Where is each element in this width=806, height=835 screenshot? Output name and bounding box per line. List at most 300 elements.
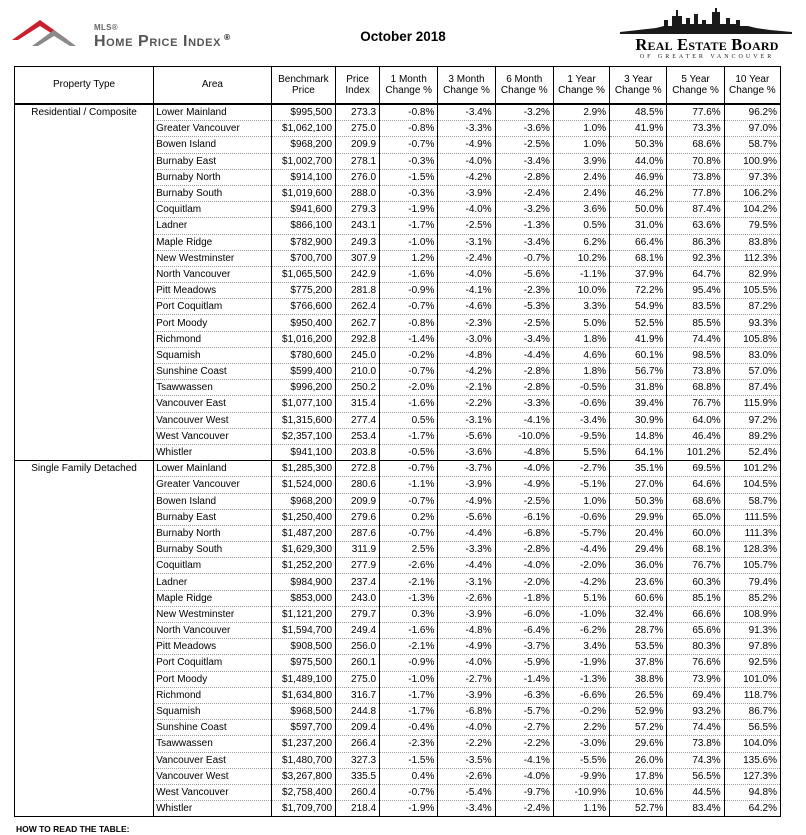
change-cell: 104.2% [724, 202, 780, 218]
change-cell: -3.9% [438, 477, 495, 493]
change-cell: -2.5% [495, 137, 553, 153]
change-cell: 3.6% [553, 202, 609, 218]
change-cell: -3.9% [438, 687, 495, 703]
change-cell: -0.3% [380, 185, 438, 201]
change-cell: 87.4% [724, 380, 780, 396]
change-cell: -3.5% [438, 752, 495, 768]
change-cell: -4.4% [438, 558, 495, 574]
change-cell: 104.0% [724, 736, 780, 752]
change-cell: 5.5% [553, 444, 609, 460]
area-cell: Bowen Island [154, 137, 272, 153]
benchmark-price-cell: $995,500 [271, 104, 335, 121]
change-cell: -5.6% [438, 428, 495, 444]
price-index-cell: 256.0 [336, 639, 380, 655]
area-cell: Richmond [154, 687, 272, 703]
change-cell: -2.6% [438, 768, 495, 784]
column-header: 1 Month Change % [380, 67, 438, 105]
change-cell: 89.2% [724, 428, 780, 444]
benchmark-price-cell: $853,000 [271, 590, 335, 606]
change-cell: 101.2% [667, 444, 724, 460]
change-cell: 0.4% [380, 768, 438, 784]
price-index-cell: 249.3 [336, 234, 380, 250]
real-estate-board-logo [612, 6, 802, 66]
change-cell: -2.1% [438, 380, 495, 396]
change-cell: -2.3% [495, 283, 553, 299]
change-cell: -2.2% [495, 736, 553, 752]
change-cell: -4.4% [438, 525, 495, 541]
change-cell: 1.0% [553, 121, 609, 137]
board-name: Real Estate Board [635, 35, 779, 54]
benchmark-price-cell: $1,480,700 [271, 752, 335, 768]
change-cell: -4.0% [495, 768, 553, 784]
change-cell: 30.9% [610, 412, 667, 428]
change-cell: 1.0% [553, 493, 609, 509]
area-cell: North Vancouver [154, 266, 272, 282]
price-index-cell: 281.8 [336, 283, 380, 299]
price-index-cell: 327.3 [336, 752, 380, 768]
change-cell: -3.9% [438, 185, 495, 201]
change-cell: 10.6% [610, 784, 667, 800]
change-cell: 96.2% [724, 104, 780, 121]
change-cell: 5.1% [553, 590, 609, 606]
benchmark-price-cell: $1,252,200 [271, 558, 335, 574]
change-cell: 105.7% [724, 558, 780, 574]
change-cell: -4.4% [495, 347, 553, 363]
area-cell: Vancouver East [154, 396, 272, 412]
change-cell: -1.0% [553, 606, 609, 622]
change-cell: 50.3% [610, 137, 667, 153]
change-cell: 54.9% [610, 299, 667, 315]
change-cell: 26.5% [610, 687, 667, 703]
change-cell: -2.4% [495, 185, 553, 201]
change-cell: -2.3% [380, 736, 438, 752]
area-cell: Pitt Meadows [154, 639, 272, 655]
benchmark-price-cell: $984,900 [271, 574, 335, 590]
table-row [15, 104, 781, 121]
change-cell: 83.5% [667, 299, 724, 315]
change-cell: 111.3% [724, 525, 780, 541]
change-cell: 83.0% [724, 347, 780, 363]
price-index-cell: 279.6 [336, 509, 380, 525]
change-cell: -4.1% [438, 283, 495, 299]
benchmark-price-cell: $968,500 [271, 703, 335, 719]
benchmark-price-cell: $1,489,100 [271, 671, 335, 687]
price-index-cell: 243.1 [336, 218, 380, 234]
change-cell: 135.6% [724, 752, 780, 768]
benchmark-price-cell: $1,016,200 [271, 331, 335, 347]
change-cell: 5.0% [553, 315, 609, 331]
benchmark-price-cell: $1,634,800 [271, 687, 335, 703]
change-cell: 72.2% [610, 283, 667, 299]
area-cell: Burnaby East [154, 153, 272, 169]
change-cell: 91.3% [724, 623, 780, 639]
change-cell: -2.6% [380, 558, 438, 574]
area-cell: Ladner [154, 574, 272, 590]
change-cell: -4.9% [438, 639, 495, 655]
change-cell: -2.1% [380, 574, 438, 590]
board-subtitle: OF GREATER VANCOUVER [639, 54, 775, 60]
price-index-cell: 209.9 [336, 493, 380, 509]
change-cell: -5.9% [495, 655, 553, 671]
change-cell: 0.2% [380, 509, 438, 525]
change-cell: 60.3% [667, 574, 724, 590]
change-cell: -2.8% [495, 169, 553, 185]
change-cell: -1.6% [380, 266, 438, 282]
column-header: Property Type [15, 67, 154, 105]
change-cell: 37.8% [610, 655, 667, 671]
area-cell: New Westminster [154, 606, 272, 622]
price-index-cell: 253.4 [336, 428, 380, 444]
header-row [15, 67, 781, 105]
change-cell: -3.9% [438, 606, 495, 622]
change-cell: -4.6% [438, 299, 495, 315]
change-cell: 97.8% [724, 639, 780, 655]
price-index-cell: 203.8 [336, 444, 380, 460]
change-cell: -1.7% [380, 428, 438, 444]
change-cell: -5.5% [553, 752, 609, 768]
benchmark-price-cell: $2,758,400 [271, 784, 335, 800]
area-cell: Bowen Island [154, 493, 272, 509]
area-cell: Vancouver West [154, 412, 272, 428]
benchmark-price-cell: $950,400 [271, 315, 335, 331]
price-index-cell: 279.3 [336, 202, 380, 218]
price-index-cell: 209.9 [336, 137, 380, 153]
change-cell: 41.9% [610, 331, 667, 347]
change-cell: -0.2% [380, 347, 438, 363]
area-cell: Sunshine Coast [154, 720, 272, 736]
change-cell: -3.1% [438, 412, 495, 428]
change-cell: -1.1% [380, 477, 438, 493]
change-cell: 87.2% [724, 299, 780, 315]
change-cell: -3.4% [495, 331, 553, 347]
area-cell: Lower Mainland [154, 104, 272, 121]
benchmark-price-cell: $1,487,200 [271, 525, 335, 541]
area-cell: Whistler [154, 444, 272, 460]
price-index-cell: 316.7 [336, 687, 380, 703]
property-type-cell: Residential / Composite [15, 104, 154, 461]
change-cell: 66.6% [667, 606, 724, 622]
change-cell: -3.6% [495, 121, 553, 137]
change-cell: 35.1% [610, 461, 667, 477]
change-cell: 95.4% [667, 283, 724, 299]
benchmark-price-cell: $941,600 [271, 202, 335, 218]
area-cell: Burnaby South [154, 542, 272, 558]
change-cell: -2.0% [380, 380, 438, 396]
price-index-cell: 287.6 [336, 525, 380, 541]
change-cell: -2.5% [438, 218, 495, 234]
change-cell: 86.3% [667, 234, 724, 250]
change-cell: -1.6% [380, 396, 438, 412]
area-cell: West Vancouver [154, 784, 272, 800]
table-header [15, 67, 781, 105]
change-cell: -4.0% [495, 461, 553, 477]
change-cell: 69.5% [667, 461, 724, 477]
column-header: Price Index [336, 67, 380, 105]
change-cell: 65.6% [667, 623, 724, 639]
change-cell: -1.1% [553, 266, 609, 282]
change-cell: 64.2% [724, 801, 780, 817]
change-cell: 1.0% [553, 137, 609, 153]
change-cell: -3.2% [495, 202, 553, 218]
price-index-cell: 249.4 [336, 623, 380, 639]
change-cell: 74.4% [667, 720, 724, 736]
change-cell: -4.8% [438, 347, 495, 363]
change-cell: -1.9% [553, 655, 609, 671]
price-index-cell: 275.0 [336, 671, 380, 687]
change-cell: 73.8% [667, 736, 724, 752]
change-cell: -4.0% [438, 266, 495, 282]
price-index-cell: 288.0 [336, 185, 380, 201]
area-cell: North Vancouver [154, 623, 272, 639]
change-cell: -4.1% [495, 752, 553, 768]
change-cell: -6.8% [495, 525, 553, 541]
home-price-index-title: Home Price Index [94, 33, 222, 50]
change-cell: 29.9% [610, 509, 667, 525]
change-cell: 73.8% [667, 169, 724, 185]
change-cell: 128.3% [724, 542, 780, 558]
change-cell: -0.4% [380, 720, 438, 736]
area-cell: Lower Mainland [154, 461, 272, 477]
price-index-cell: 315.4 [336, 396, 380, 412]
change-cell: -2.5% [495, 315, 553, 331]
change-cell: 79.4% [724, 574, 780, 590]
change-cell: 68.6% [667, 137, 724, 153]
change-cell: 63.6% [667, 218, 724, 234]
change-cell: -5.3% [495, 299, 553, 315]
change-cell: 64.6% [667, 477, 724, 493]
change-cell: -4.9% [495, 477, 553, 493]
change-cell: 44.5% [667, 784, 724, 800]
benchmark-price-cell: $1,629,300 [271, 542, 335, 558]
change-cell: 74.3% [667, 752, 724, 768]
change-cell: 41.9% [610, 121, 667, 137]
benchmark-price-cell: $1,709,700 [271, 801, 335, 817]
area-cell: Port Moody [154, 315, 272, 331]
price-index-cell: 278.1 [336, 153, 380, 169]
price-index-cell: 311.9 [336, 542, 380, 558]
change-cell: 82.9% [724, 266, 780, 282]
change-cell: 112.3% [724, 250, 780, 266]
benchmark-price-cell: $975,500 [271, 655, 335, 671]
area-cell: Maple Ridge [154, 234, 272, 250]
change-cell: 4.6% [553, 347, 609, 363]
change-cell: 104.5% [724, 477, 780, 493]
column-header: 5 Year Change % [667, 67, 724, 105]
change-cell: 0.5% [553, 218, 609, 234]
change-cell: 86.7% [724, 703, 780, 719]
change-cell: 97.0% [724, 121, 780, 137]
change-cell: -2.7% [438, 671, 495, 687]
change-cell: -1.3% [553, 671, 609, 687]
change-cell: -1.8% [495, 590, 553, 606]
change-cell: -2.0% [553, 558, 609, 574]
benchmark-price-cell: $775,200 [271, 283, 335, 299]
change-cell: 50.0% [610, 202, 667, 218]
price-index-cell: 277.9 [336, 558, 380, 574]
change-cell: -0.5% [380, 444, 438, 460]
change-cell: 29.6% [610, 736, 667, 752]
change-cell: 106.2% [724, 185, 780, 201]
benchmark-price-cell: $1,077,100 [271, 396, 335, 412]
change-cell: -0.7% [380, 137, 438, 153]
change-cell: -4.1% [495, 412, 553, 428]
change-cell: 76.7% [667, 396, 724, 412]
change-cell: -3.7% [438, 461, 495, 477]
change-cell: 87.4% [667, 202, 724, 218]
price-index-cell: 307.9 [336, 250, 380, 266]
change-cell: 68.1% [610, 250, 667, 266]
area-cell: Burnaby North [154, 525, 272, 541]
change-cell: 69.4% [667, 687, 724, 703]
change-cell: 52.7% [610, 801, 667, 817]
change-cell: -0.7% [380, 493, 438, 509]
change-cell: 50.3% [610, 493, 667, 509]
change-cell: -0.2% [553, 703, 609, 719]
change-cell: -4.0% [438, 153, 495, 169]
change-cell: -5.6% [495, 266, 553, 282]
benchmark-price-cell: $908,500 [271, 639, 335, 655]
benchmark-price-cell: $1,594,700 [271, 623, 335, 639]
change-cell: 76.7% [667, 558, 724, 574]
change-cell: 32.4% [610, 606, 667, 622]
change-cell: -3.1% [438, 574, 495, 590]
benchmark-price-cell: $996,200 [271, 380, 335, 396]
change-cell: -2.4% [438, 250, 495, 266]
change-cell: -0.9% [380, 655, 438, 671]
change-cell: 31.8% [610, 380, 667, 396]
change-cell: -1.3% [380, 590, 438, 606]
change-cell: -1.7% [380, 218, 438, 234]
change-cell: 118.7% [724, 687, 780, 703]
change-cell: -4.4% [553, 542, 609, 558]
change-cell: -2.5% [495, 493, 553, 509]
change-cell: 26.0% [610, 752, 667, 768]
mls-label: MLS® [94, 23, 118, 32]
change-cell: 60.0% [667, 525, 724, 541]
change-cell: -1.6% [380, 623, 438, 639]
change-cell: 46.9% [610, 169, 667, 185]
change-cell: -0.8% [380, 315, 438, 331]
change-cell: -4.0% [438, 202, 495, 218]
price-index-cell: 260.1 [336, 655, 380, 671]
change-cell: 83.8% [724, 234, 780, 250]
change-cell: 56.7% [610, 364, 667, 380]
change-cell: -3.4% [438, 801, 495, 817]
change-cell: 60.1% [610, 347, 667, 363]
change-cell: -4.0% [438, 720, 495, 736]
area-cell: Burnaby North [154, 169, 272, 185]
change-cell: -3.1% [438, 234, 495, 250]
benchmark-price-cell: $968,200 [271, 137, 335, 153]
change-cell: 105.5% [724, 283, 780, 299]
area-cell: Whistler [154, 801, 272, 817]
change-cell: 23.6% [610, 574, 667, 590]
change-cell: 52.5% [610, 315, 667, 331]
price-index-cell: 272.8 [336, 461, 380, 477]
change-cell: 27.0% [610, 477, 667, 493]
change-cell: 70.8% [667, 153, 724, 169]
change-cell: -3.4% [495, 234, 553, 250]
change-cell: 101.2% [724, 461, 780, 477]
change-cell: 97.3% [724, 169, 780, 185]
change-cell: -3.4% [553, 412, 609, 428]
price-index-cell: 279.7 [336, 606, 380, 622]
benchmark-price-table [14, 66, 781, 817]
change-cell: -9.9% [553, 768, 609, 784]
change-cell: 111.5% [724, 509, 780, 525]
change-cell: -1.9% [380, 801, 438, 817]
benchmark-price-cell: $1,002,700 [271, 153, 335, 169]
change-cell: -1.7% [380, 687, 438, 703]
change-cell: -2.0% [495, 574, 553, 590]
change-cell: 28.7% [610, 623, 667, 639]
change-cell: -0.7% [380, 461, 438, 477]
benchmark-price-cell: $597,700 [271, 720, 335, 736]
change-cell: 73.3% [667, 121, 724, 137]
how-to-read-heading: HOW TO READ THE TABLE: [16, 824, 130, 834]
change-cell: -1.5% [380, 169, 438, 185]
change-cell: -2.4% [495, 801, 553, 817]
change-cell: 64.0% [667, 412, 724, 428]
change-cell: -3.3% [438, 542, 495, 558]
price-index-cell: 245.0 [336, 347, 380, 363]
change-cell: 68.1% [667, 542, 724, 558]
change-cell: -5.1% [553, 477, 609, 493]
area-cell: West Vancouver [154, 428, 272, 444]
change-cell: 14.8% [610, 428, 667, 444]
column-header: 3 Month Change % [438, 67, 495, 105]
change-cell: 20.4% [610, 525, 667, 541]
change-cell: 3.3% [553, 299, 609, 315]
change-cell: 85.2% [724, 590, 780, 606]
change-cell: 73.8% [667, 364, 724, 380]
change-cell: -0.7% [380, 364, 438, 380]
change-cell: 31.0% [610, 218, 667, 234]
change-cell: 93.2% [667, 703, 724, 719]
change-cell: -6.8% [438, 703, 495, 719]
change-cell: 1.1% [553, 801, 609, 817]
column-header: 10 Year Change % [724, 67, 780, 105]
price-index-cell: 292.8 [336, 331, 380, 347]
change-cell: -3.0% [438, 331, 495, 347]
change-cell: 36.0% [610, 558, 667, 574]
change-cell: -4.8% [495, 444, 553, 460]
change-cell: 127.3% [724, 768, 780, 784]
change-cell: 3.4% [553, 639, 609, 655]
column-header: 1 Year Change % [553, 67, 609, 105]
change-cell: 97.2% [724, 412, 780, 428]
change-cell: 10.2% [553, 250, 609, 266]
area-cell: Burnaby East [154, 509, 272, 525]
change-cell: 6.2% [553, 234, 609, 250]
change-cell: -5.6% [438, 509, 495, 525]
change-cell: 38.8% [610, 671, 667, 687]
change-cell: 85.1% [667, 590, 724, 606]
benchmark-price-cell: $700,700 [271, 250, 335, 266]
area-cell: Pitt Meadows [154, 283, 272, 299]
column-header: 6 Month Change % [495, 67, 553, 105]
change-cell: 2.5% [380, 542, 438, 558]
change-cell: -3.2% [495, 104, 553, 121]
area-cell: Port Moody [154, 671, 272, 687]
change-cell: -6.4% [495, 623, 553, 639]
change-cell: 64.7% [667, 266, 724, 282]
area-cell: Greater Vancouver [154, 477, 272, 493]
benchmark-price-cell: $1,315,600 [271, 412, 335, 428]
area-cell: Coquitlam [154, 558, 272, 574]
benchmark-price-cell: $3,267,800 [271, 768, 335, 784]
benchmark-price-cell: $782,900 [271, 234, 335, 250]
